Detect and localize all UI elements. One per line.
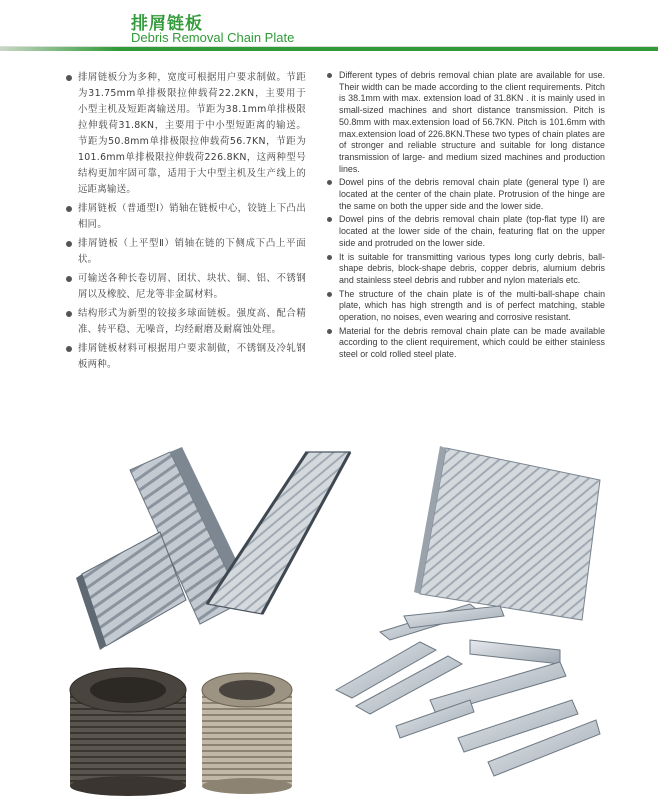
zh-bullet-text: 排屑链板材料可根据用户要求制做，不锈钢及冷轧钢板两种。 <box>78 343 306 370</box>
chain-plate-photo-2 <box>207 452 350 614</box>
en-bullet-text: Material for the debris removal chain plate can be made available according to the client requirement, which could be either stainless steel or cold rolled steel plate. <box>339 325 605 360</box>
chain-coil-photo-light <box>202 673 292 794</box>
en-bullet-text: Different types of debris removal chian plate are available for use. Their width can be made according to the client requirements. Pitch is 38.1mm with max. extension load of 31.8KN . it is mainly used in small-sized machines and short distance transmission. Pitch is 50.8mm with max.extension load of 56.7KN. Pitch is 101.6mm with max.extension load of 226.8KN.These two types of chain plates are of stronger and reliable structure and suitable for long distance transmission of large- and medium sized machines and production lines. <box>339 70 605 174</box>
chain-plate-photo-4 <box>414 446 600 620</box>
page-title-zh: 排屑链板 <box>131 14 203 34</box>
zh-bullet-text: 排屑链板分为多种，宽度可根据用户要求制做。节距为31.75mm单排极限拉伸载荷22.2KN，主要用于小型主机及短距离输送用。节距为38.1mm单排极限拉伸载荷31.8KN，主要用于中小型短距离的输送。节距为50.8mm单排极限拉伸载荷56.7KN，节距为101.6mm单排极限拉伸载荷226.8KN，这两种型号结构更加牢固可靠，适用于大中型主机及生产线上的远距离输送。 <box>78 72 306 195</box>
zh-bullet-text: 可输送各种长卷切屑、团状、块状、铜、铝、不锈钢屑以及橡胶、尼龙等非金属材料。 <box>78 273 306 300</box>
chain-plate-photo-5 <box>336 604 600 776</box>
en-bullet-text: It is suitable for transmitting various types long curly debris, ball-shape debris, block-shape debris, copper debris, alumium debris and stainless steel debris and rubber and nylon materials etc. <box>339 251 605 285</box>
zh-bullet-text: 排屑链板（上平型Ⅱ）销轴在链的下侧成下凸上平面状。 <box>78 238 306 265</box>
zh-bullet-text: 结构形式为新型的铰接多球面链板。强度高、配合精准、转平稳、无噪音，均经耐磨及耐腐蚀处理。 <box>78 308 306 335</box>
en-bullet-text: The structure of the chain plate is of the multi-ball-shape chain plate, which has high strength and is of perfect matching, stable operation, no noises, even wearing and corrosive resistant. <box>339 288 605 323</box>
en-bullet-text: Dowel pins of the debris removal chain plate (top-flat type II) are located at the lower side of the chain, featuring flat on the upper side and protruded on the lower side. <box>339 214 605 248</box>
en-bullet-text: Dowel pins of the debris removal chain plate (general type I) are located at the center of the chain plate. Protrusion of the hinge are the same on both the upper side and the lower side. <box>339 177 605 211</box>
page-title-en: Debris Removal Chain Plate <box>131 30 295 45</box>
zh-bullet-text: 排屑链板（普通型Ⅰ）销轴在链板中心，铰链上下凸出相同。 <box>78 203 306 230</box>
chain-coil-photo-dark <box>70 668 186 796</box>
